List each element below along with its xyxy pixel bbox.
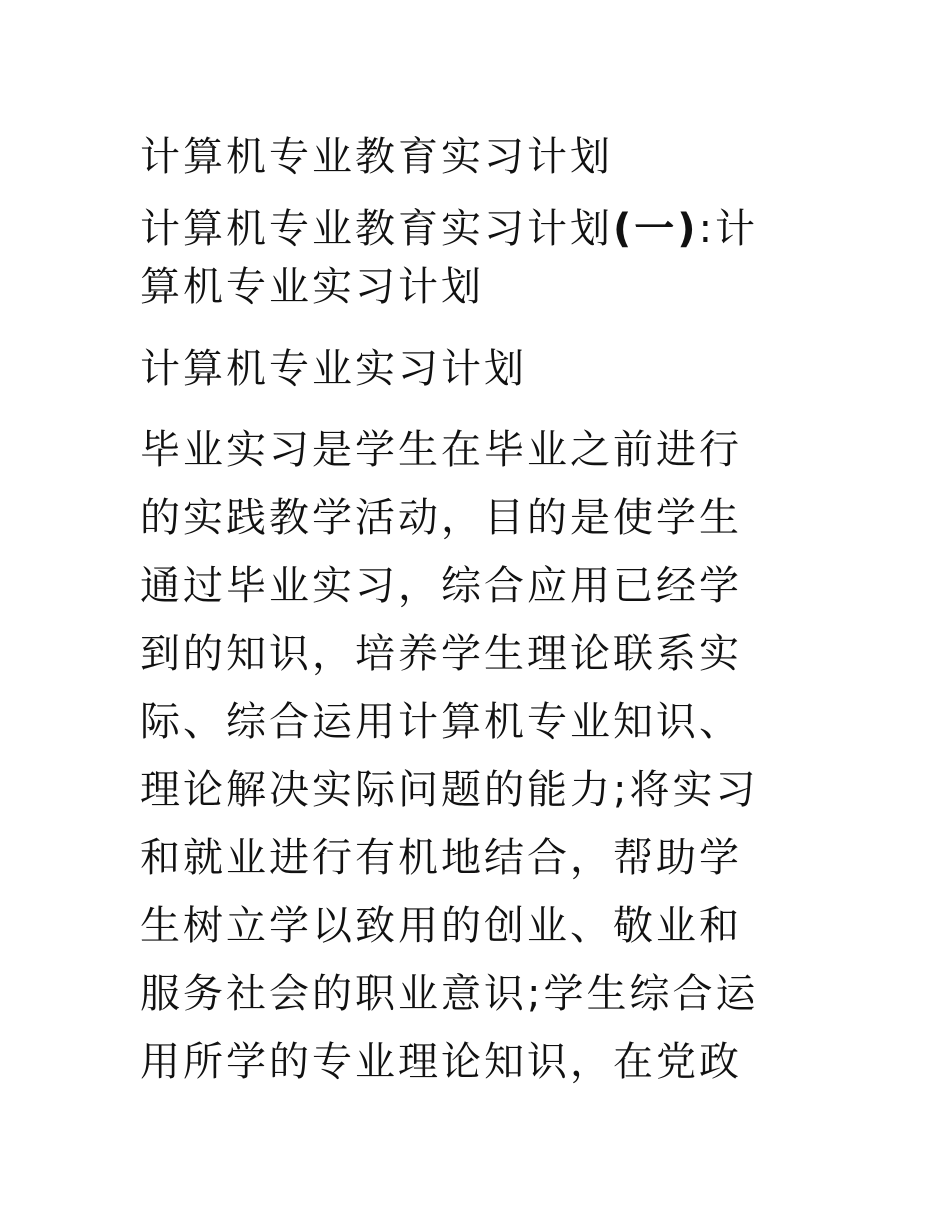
paragraph-line: 通过毕业实习，综合应用已经学: [140, 563, 742, 609]
section-heading-tail: :计: [698, 206, 759, 252]
paragraph-line: 服务社会的职业意识;学生综合运: [140, 971, 759, 1017]
paragraph-line: 用所学的专业理论知识，在党政: [140, 1039, 742, 1085]
paragraph-line: 理论解决实际问题的能力;将实习: [140, 767, 759, 813]
paragraph-line: 和就业进行有机地结合，帮助学: [140, 835, 742, 881]
section-heading-text: 计算机专业教育实习计划: [140, 206, 613, 252]
paragraph-line: 毕业实习是学生在毕业之前进行: [140, 427, 742, 473]
document-page: [140, 128, 800, 1096]
paragraph-line: 到的知识，培养学生理论联系实: [140, 631, 742, 677]
subheading: 计算机专业实习计划: [140, 346, 527, 392]
paragraph-line: 际、综合运用计算机专业知识、: [140, 699, 742, 745]
document-title: 计算机专业教育实习计划: [140, 134, 613, 180]
section-heading-line-2: 算机专业实习计划: [140, 264, 484, 310]
paragraph-line: 的实践教学活动，目的是使学生: [140, 495, 742, 541]
body-paragraph: [140, 416, 800, 1096]
section-heading-number: (一): [613, 206, 699, 252]
paragraph-line: 生树立学以致用的创业、敬业和: [140, 903, 742, 949]
section-heading-line-1: [140, 200, 800, 258]
